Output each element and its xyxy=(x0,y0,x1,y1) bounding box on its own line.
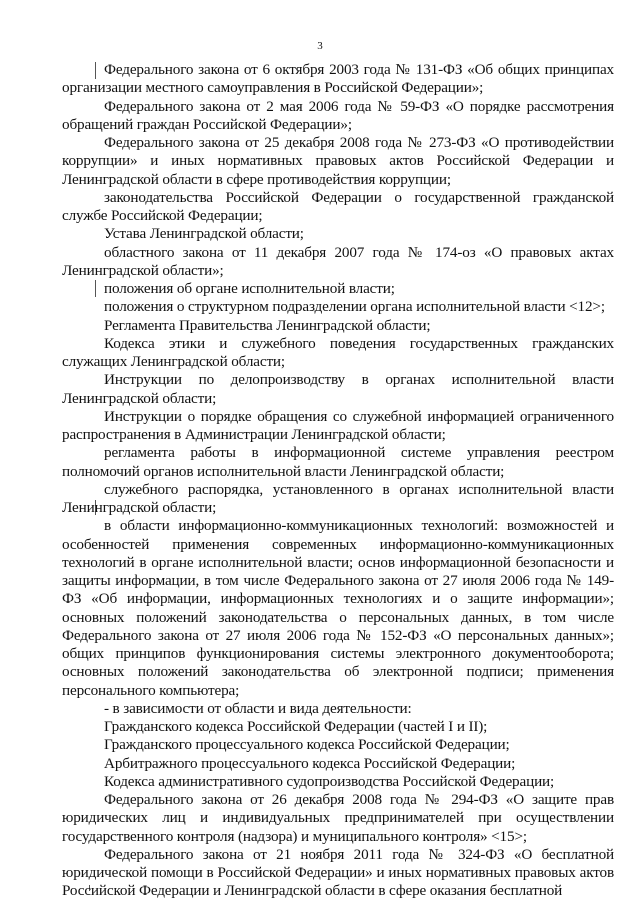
body-text xyxy=(62,61,614,901)
paragraph: положения о структурном подразделении органа исполнительной власти <12>; xyxy=(104,298,605,316)
paragraph: Кодекса этики и служебного поведения государственных гражданских служащих Ленинградской области; xyxy=(62,334,614,370)
paragraph: областного закона от 11 декабря 2007 года № 174-оз «О правовых актах Ленинградской области»; xyxy=(62,243,614,279)
paragraph: Регламента Правительства Ленинградской области; xyxy=(104,316,431,334)
paragraph: законодательства Российской Федерации о государственной гражданской службе Российской Федерации; xyxy=(62,188,614,224)
paragraph: Федерального закона от 26 декабря 2008 года № 294-ФЗ «О защите прав юридических лиц и индивидуальных предпринимателей при осуществлении государственного контроля (надзора) и муниципального контроля» <15>; xyxy=(62,791,614,845)
paragraph: Федерального закона от 2 мая 2006 года № 59-ФЗ «О порядке рассмотрения обращений граждан Российской Федерации»; xyxy=(62,97,614,133)
page-number: 3 xyxy=(317,40,323,52)
paragraph: Кодекса административного судопроизводства Российской Федерации; xyxy=(104,772,555,790)
paragraph: положения об органе исполнительной власти; xyxy=(104,280,395,297)
paragraph: Федерального закона от 21 ноября 2011 года № 324-ФЗ «О бесплатной юридической помощи в Российской Федерации» и иных нормативных правовых актов Российской Федерации и Ленинградской области в сфере оказания бесплатной xyxy=(62,845,614,900)
paragraph: Гражданского кодекса Российской Федерации (частей I и II); xyxy=(104,718,488,735)
paragraph: Инструкции о порядке обращения со служебной информацией ограниченного распространения в Администрации Ленинградской области; xyxy=(62,407,614,443)
paragraph: в области информационно-коммуникационных технологий: возможностей и особенностей применения современных информационно-коммуникационных технологий в органе исполнительной власти; основ информационной безопасности и защиты информации, в том числе Федерального закона от 27 июля 2006 года № 149-ФЗ «Об информации, информационных технологиях и о защите информации»; основных положений законодательства о персональных данных, в том числе Федерального закона от 27 июля 2006 года № 152-ФЗ «О персональных данных»; общих принципов функционирования системы электронного документооборота; основных положений законодательства об электронной подписи; применения персонального компьютера; xyxy=(62,517,614,699)
paragraph: Арбитражного процессуального кодекса Российской Федерации; xyxy=(104,754,516,772)
paragraph: Гражданского процессуального кодекса Российской Федерации; xyxy=(104,736,510,754)
paragraph: регламента работы в информационной системе управления реестром полномочий органов исполнительной власти Ленинградской области; xyxy=(62,444,614,480)
paragraph: служебного распорядка, установленного в органах исполнительной власти Ленинградской области; xyxy=(62,480,614,516)
paragraph: Федерального закона от 6 октября 2003 года № 131-ФЗ «Об общих принципах организации местного самоуправления в Российской Федерации»; xyxy=(62,61,614,97)
paragraph: - в зависимости от области и вида деятельности: xyxy=(104,699,412,717)
paragraph: Инструкции по делопроизводству в органах исполнительной власти Ленинградской области; xyxy=(62,371,614,407)
paragraph: Федерального закона от 25 декабря 2008 года № 273-ФЗ «О противодействии коррупции» и иных нормативных правовых актов Российской Федерации и Ленинградской области в сфере противодействия коррупции; xyxy=(62,134,614,188)
paragraph: Устава Ленинградской области; xyxy=(104,225,304,243)
